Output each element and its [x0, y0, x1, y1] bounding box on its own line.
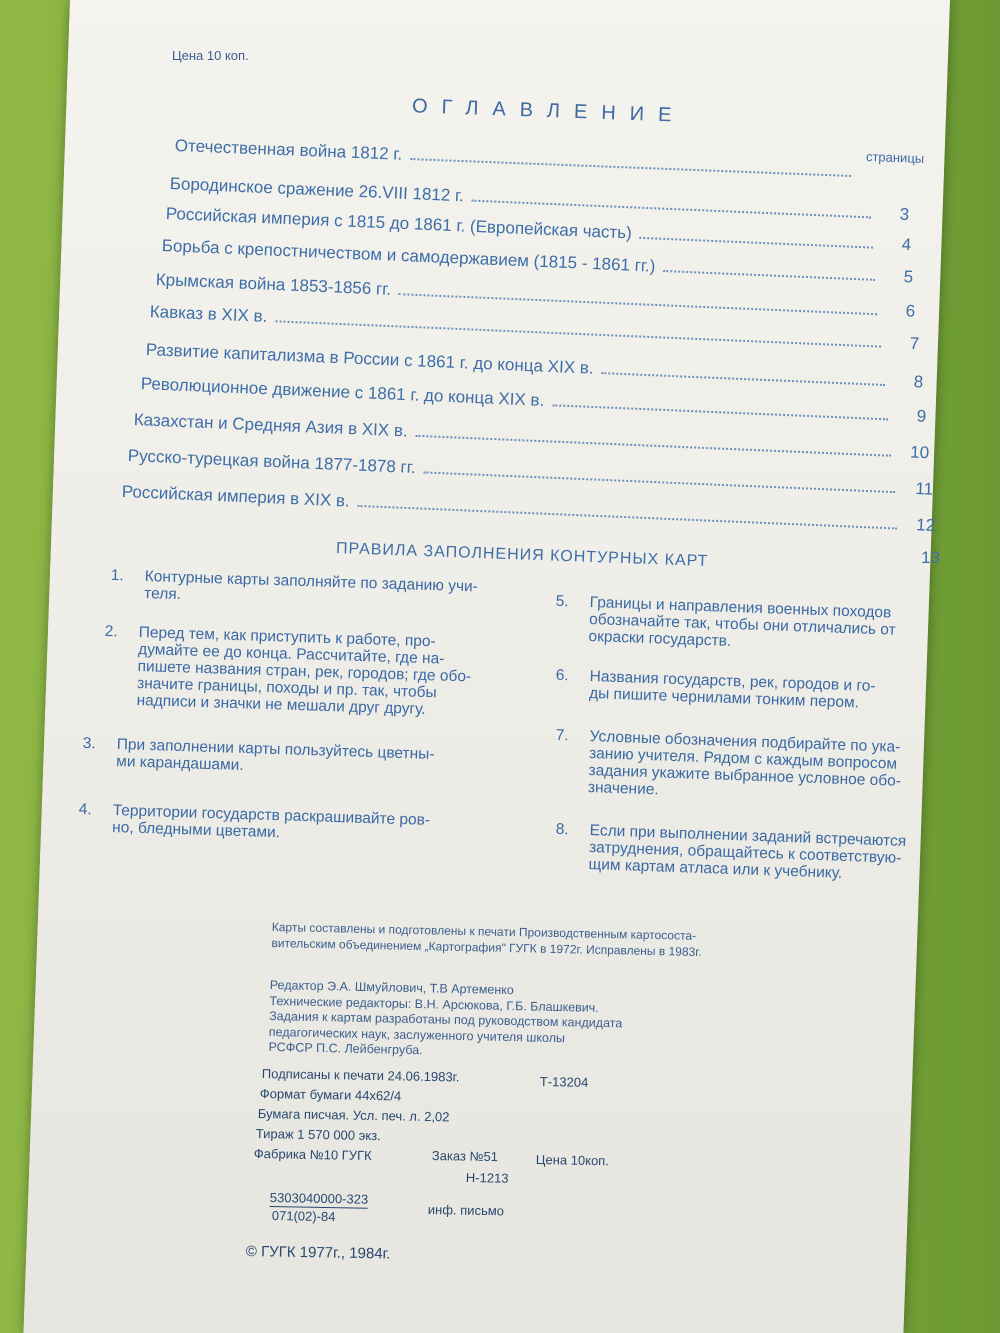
- rule-text: Территории государств раскрашивайте ров- но, бледными цветами.: [111, 802, 431, 842]
- toc-item-page: 8: [913, 372, 924, 392]
- rule-item: [78, 800, 533, 849]
- rule-text: Границы и направления военных походов обозначайте так, чтобы они отличались от окраски государств.: [588, 594, 897, 650]
- toc-row: [880, 540, 940, 568]
- rule-item: [555, 726, 960, 809]
- imprint-format: Формат бумаги 44х62/4: [259, 1086, 402, 1104]
- rule-text: Перед тем, как приступить к работе, про- думайте ее до конца. Рассчитайте, где на- пишете названия стран, рек, городов; где обо- значите границы, походы и пр. так, чтобы надписи и значки не мешали друг другу.: [136, 624, 472, 719]
- imprint-price: Цена 10коп.: [535, 1152, 610, 1169]
- rule-item: [82, 734, 537, 783]
- imprint-t-code: Т-13204: [539, 1074, 589, 1090]
- imprint-signed: Подписаны к печати 24.06.1983г.: [261, 1066, 460, 1085]
- rule-text: Условные обозначения подбирайте по ука- занию учителя. Рядом с каждым вопросом задания укажите выбранное условное обо- значение.: [587, 728, 902, 799]
- rule-text: Если при выполнении заданий встречаются затруднения, обращайтесь к соответствую- щим картам атласа или к учебнику.: [588, 822, 907, 882]
- toc-item-title: Бородинское сражение 26.VIII 1812 г.: [169, 174, 465, 206]
- rule-item: [104, 622, 538, 722]
- imprint-code-top: 5303040000-323: [269, 1190, 369, 1207]
- rule-text: При заполнении карты пользуйтесь цветны- ми карандашами.: [115, 736, 435, 774]
- imprint-code-bottom: 071(02)-84: [271, 1208, 336, 1225]
- rule-number: 5.: [555, 592, 569, 611]
- toc-leader-dots: [601, 372, 885, 386]
- toc-item-page: 12: [915, 515, 936, 536]
- toc-item-page: 7: [909, 333, 920, 354]
- rules-title: ПРАВИЛА ЗАПОЛНЕНИЯ КОНТУРНЫХ КАРТ: [335, 540, 709, 570]
- imprint-paper: Бумага писчая. Усл. печ. л. 2,02: [257, 1106, 450, 1125]
- rule-number: 7.: [555, 726, 569, 745]
- toc-item-title: Крымская война 1853-1856 гг.: [155, 270, 392, 299]
- toc-item-title: Российская империя в XIX в.: [121, 482, 351, 511]
- toc-leader-dots: [410, 158, 851, 177]
- toc-item-title: Революционное движение с 1861 г. до конца XIX в.: [140, 374, 545, 410]
- rule-number: 2.: [104, 622, 118, 641]
- rule-number: 4.: [78, 800, 92, 819]
- imprint-font-note: инф. письмо: [427, 1202, 505, 1219]
- rule-item: [555, 666, 950, 715]
- toc-title: ОГЛАВЛЕНИЕ: [411, 95, 686, 127]
- toc-item-page: 3: [899, 204, 910, 224]
- toc-item-page: 5: [903, 267, 914, 287]
- toc-item-title: Казахстан и Средняя Азия в XIX в.: [133, 410, 409, 441]
- rule-text: Названия государств, рек, городов и го- ды пишите чернилами тонким пером.: [588, 668, 876, 712]
- toc-item-page: [859, 182, 889, 183]
- toc-item-title: Российская империя с 1815 до 1861 г. (Европейская часть): [165, 204, 633, 243]
- imprint-copyright: © ГУГК 1977г., 1984г.: [245, 1243, 391, 1263]
- toc-item-page: 4: [901, 234, 912, 255]
- toc-item-page: 10: [909, 442, 930, 463]
- rule-text: Контурные карты заполняйте по заданию учи- теля.: [143, 568, 479, 604]
- toc-item-page: 6: [905, 301, 916, 321]
- imprint-n-code: Н-1213: [465, 1170, 509, 1186]
- toc-item-title: Борьба с крепостничеством и самодержавием (1815 - 1861 гг.): [161, 236, 656, 276]
- rule-number: 1.: [110, 566, 124, 585]
- toc-item-title: Кавказ в XIX в.: [149, 302, 268, 326]
- rule-number: 6.: [555, 666, 569, 685]
- toc-item-page: 9: [916, 406, 927, 426]
- toc-leader-dots: [640, 237, 874, 249]
- price-label-top: Цена 10 коп.: [172, 48, 249, 63]
- imprint-run: Тираж 1 570 000 экз.: [255, 1126, 381, 1144]
- toc-leader-dots: [663, 270, 875, 281]
- toc-item-title: Развитие капитализма в России с 1861 г. до конца XIX в.: [145, 340, 594, 378]
- rule-item: [110, 566, 545, 615]
- imprint-factory: Фабрика №10 ГУГК: [253, 1146, 372, 1164]
- rule-item: [555, 820, 960, 886]
- rule-number: 3.: [82, 734, 96, 753]
- toc-pages-label: страницы: [865, 148, 925, 167]
- credits-prepared: Карты составлены и подготовлены к печати Производственным картососта- вительским объединением „Картография" ГУГК в 1972г. Исправлены в 1983г.: [271, 920, 702, 959]
- toc-item-title: Русско-турецкая война 1877-1878 гг.: [127, 446, 416, 478]
- credits-editors: Редактор Э.А. Шмуйлович, Т.В Артеменко Технические редакторы: В.Н. Арсюкова, Г.Б. Блашкевич. Задания к картам разработаны под руководством кандидата педагогических наук, заслуженного учителя школы РСФСР П.С. Лейбенгруба.: [268, 978, 623, 1058]
- toc-item-title: Отечественная война 1812 г.: [174, 136, 403, 164]
- imprint-order: Заказ №51: [431, 1148, 499, 1165]
- toc-leader-dots: [358, 505, 898, 530]
- toc-item-page: 13: [921, 548, 940, 567]
- toc-leader-dots: [552, 404, 888, 420]
- rule-item: [555, 592, 950, 658]
- rule-number: 8.: [555, 820, 569, 839]
- toc-item-page: 11: [915, 479, 934, 499]
